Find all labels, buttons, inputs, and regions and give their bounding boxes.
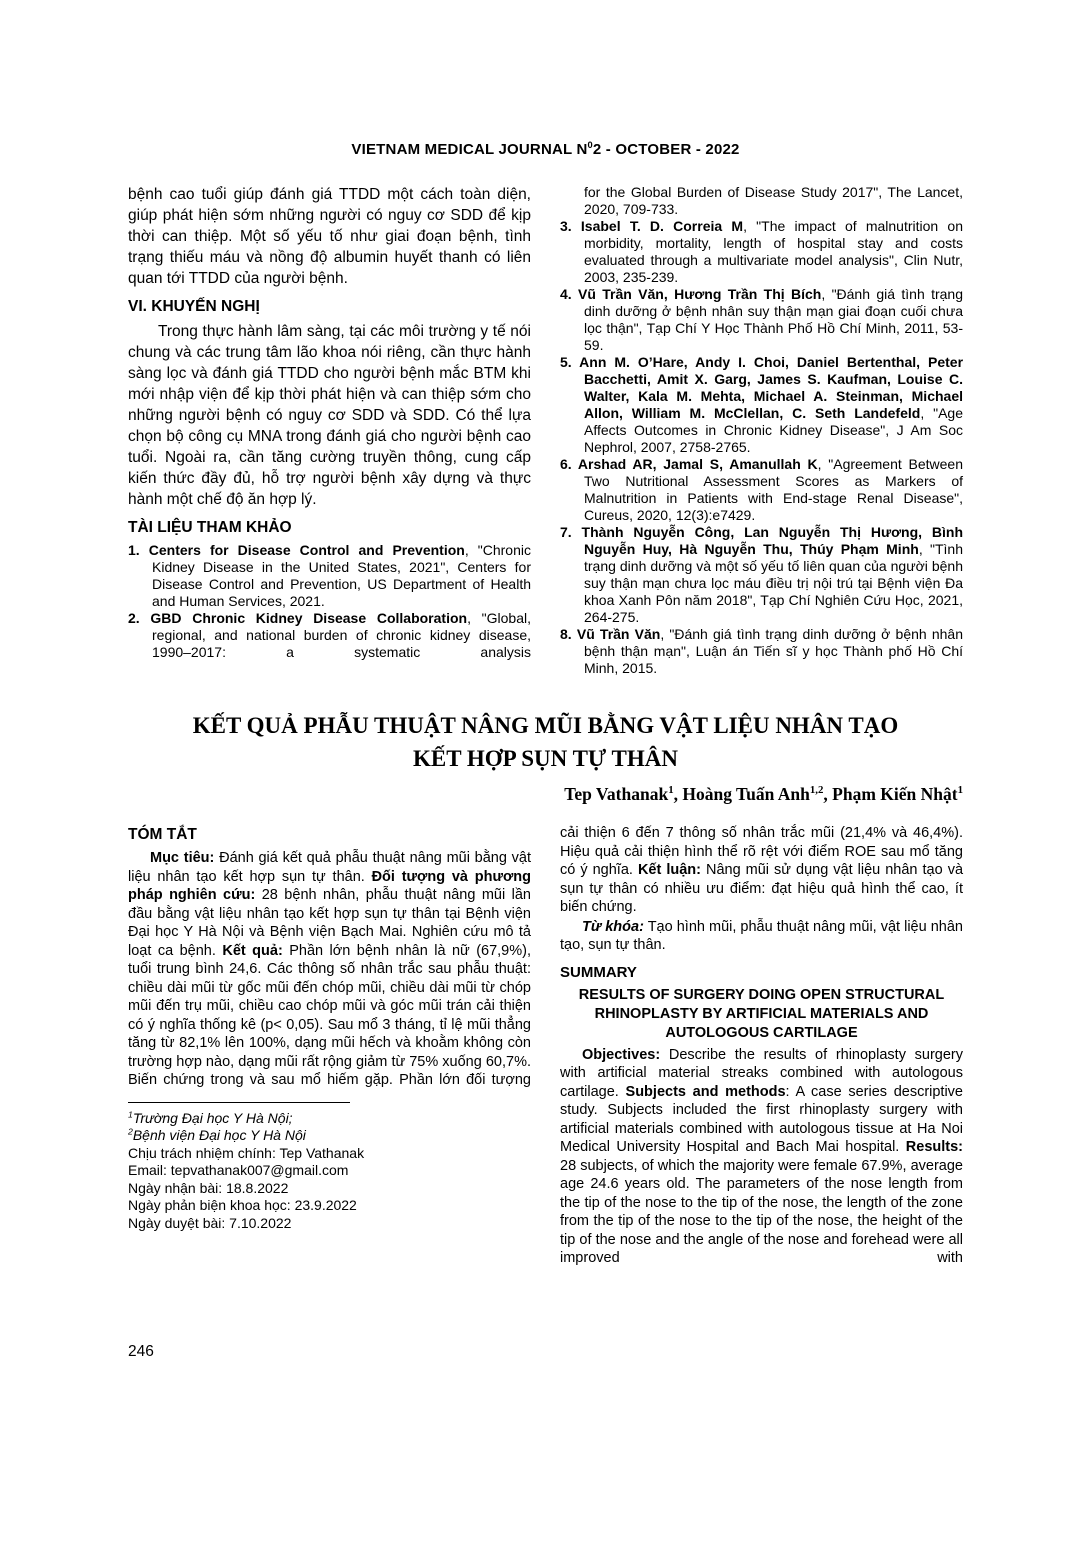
text-segment: Subjects and methods — [625, 1083, 786, 1100]
text-segment: 8. — [560, 626, 577, 642]
text-segment: 28 subjects, of which the majority were female 67.9%, average age 24.6 years old. The parameters of the nose length from the tip of the nose to the tip of the nose, the length of the zone from the tip of the nose to the tip of the nose, the height of the tip of the nose and the angle of the nose and forehead were all improved with — [560, 1157, 963, 1266]
text-segment: Objectives: — [582, 1046, 661, 1063]
article-title-line1: KẾT QUẢ PHẪU THUẬT NÂNG MŨI BẰNG VẬT LIỆU NHÂN TẠO — [192, 713, 899, 738]
summary-heading: SUMMARY — [560, 963, 637, 981]
text-segment: Phạm Kiến Nhật — [832, 784, 958, 804]
text-segment: Bệnh viện Đại học Y Hà Nội — [132, 1127, 306, 1143]
text-segment: , "Đánh giá tình trạng dinh dưỡng ở bệnh nhân bệnh thận mạn", Luận án Tiến sĩ y học Thành phố Hồ Chí Minh, 2015. — [584, 626, 963, 676]
text-segment: Vũ Trần Văn — [576, 626, 661, 642]
text-segment: : A case series descriptive study. Subjects included the first rhinoplasty surgery with artificial materials combined with autologous tissue at Ha Noi Medical University Hospital and Bach Mai hospital. — [560, 1083, 963, 1155]
text-segment: Arshad AR, Jamal S, Amanullah K — [577, 456, 818, 472]
reference-item-1 — [128, 542, 531, 610]
references-heading: TÀI LIỆU THAM KHẢO — [128, 519, 292, 536]
text-segment: 1. — [128, 542, 149, 558]
text-segment: 2. — [128, 610, 151, 626]
text-segment: 1,2 — [809, 784, 824, 797]
text-segment: 4. — [560, 286, 579, 302]
footnote-review-date — [128, 1197, 531, 1215]
text-segment: , "Agreement Between Two Nutritional Assessment Scores as Markers of Malnutrition in Patients with End-stage Renal Disease", Cureus, 2020, 12(3):e7429. — [584, 456, 963, 523]
reference-item-3 — [560, 218, 963, 286]
article-title-line2: KẾT HỢP SỤN TỰ THÂN — [413, 746, 678, 771]
article1-section — [128, 184, 963, 677]
text-segment: Thành Nguyễn Công, Lan Nguyễn Thị Hương, Bình Nguyễn Huy, Hà Nguyễn Thu, Thúy Phạm Minh — [581, 524, 963, 557]
article-title — [128, 709, 963, 775]
abstract-en-text — [560, 1046, 963, 1268]
text-segment: 1 — [668, 784, 674, 797]
text-segment: Email: tepvathanak007@gmail.com — [128, 1162, 349, 1178]
text-segment: Tạo hình mũi, phẫu thuật nâng mũi, vật liệu nhân tạo, sụn tự thân. — [560, 918, 963, 953]
text-segment: Kết quả: — [222, 942, 283, 959]
text-segment: 6. — [560, 456, 578, 472]
article2-right-column — [560, 824, 963, 1268]
footnote-affiliation-1 — [128, 1110, 531, 1128]
reference-item-6 — [560, 456, 963, 524]
text-segment: GBD Chronic Kidney Disease Collaboration — [150, 610, 468, 626]
text-segment: Kết luận: — [637, 862, 701, 878]
text-segment: , "Age Affects Outcomes in Chronic Kidney Disease", J Am Soc Nephrol, 2007, 2758-2765. — [584, 405, 963, 455]
text-segment: Hoàng Tuấn Anh — [682, 784, 810, 804]
text-segment: 5. — [560, 354, 580, 370]
text-segment: Describe the results of rhinoplasty surgery with artificial material streaks combined with autologous cartilage. — [560, 1046, 963, 1100]
reference-item-2-continuation: for the Global Burden of Disease Study 2017", The Lancet, 2020, 709-733. — [584, 184, 963, 217]
abstract-vi-text — [128, 849, 531, 1090]
footnote-accepted-date — [128, 1215, 531, 1233]
text-segment: , "Tình trạng dinh dưỡng và một số yếu tố liên quan của người bệnh suy thận mạn chưa lọc máu điều trị nội trú tại Bệnh viện Đa khoa Xanh Pôn năm 2018", Tạp Chí Nghiên Cứu Học, 2021, 264-275. — [584, 541, 963, 625]
text-segment: , "Chronic Kidney Disease in the United States, 2021", Centers for Disease Control and Prevention, US Department of Health and Human Services, 2021. — [152, 542, 531, 609]
text-segment: 7. — [560, 524, 582, 540]
text-segment: Ann M. O’Hare, Andy I. Choi, Daniel Bertenthal, Peter Bacchetti, Amit X. Garg, James S. Kaufman, Louise C. Walter, Kala M. Mehta, Michael A. Steinman, Michael Allon, William M. McClellan, C. Seth Landefeld — [579, 354, 964, 421]
footnote-block — [128, 1102, 531, 1233]
footnote-received-date — [128, 1180, 531, 1198]
footnote-email — [128, 1162, 531, 1180]
footnote-affiliation-2 — [128, 1127, 531, 1145]
text-segment: Từ khóa: — [582, 918, 644, 935]
text-segment: , — [823, 784, 833, 804]
text-segment: Phần lớn bệnh nhân là nữ (67,9%), tuổi trung bình 24,6. Các thông số nhân trắc sau phẫu thuật: chiều dài mũi từ gốc mũi đến chóp mũi, chiều dài mũi từ chóp mũi đến trụ mũi, chiều cao chóp mũi và góc mũi trán cải thiện có ý nghĩa thống kê (p< 0,05). Sau mổ 3 tháng, tỉ lệ mũi thẳng tăng từ 82,1% lên 100%, dạng mũi hếch và khoằm không còn trường hợp nào, dạng mũi rất rộng giảm từ 75% xuống 60,7%. Biến chứng trong và sau mổ hiếm gặp. Phần lớn đối tượng — [128, 942, 531, 1088]
text-segment: Trường Đại học Y Hà Nội; — [132, 1109, 293, 1126]
text-segment: 2 - OCTOBER - 2022 — [592, 141, 740, 158]
text-segment: 1 — [128, 1108, 133, 1119]
reference-item-8 — [560, 626, 963, 677]
text-segment: Đánh giá kết quả phẫu thuật nâng mũi bằng vật liệu nhân tạo kết hợp sụn tự thân. — [128, 850, 532, 885]
text-segment: , "The impact of malnutrition on morbidity, mortality, length of hospital stay and costs evaluated through a multivariate model analysis", Clin Nutr, 2003, 235-239. — [584, 218, 963, 285]
text-segment: Results: — [905, 1139, 963, 1155]
article1-left-column — [128, 184, 531, 677]
reference-item-4 — [560, 286, 963, 354]
footnote-divider — [128, 1102, 350, 1103]
article-authors — [128, 783, 963, 806]
text-segment: Tep Vathanak — [564, 784, 669, 804]
recommendations-paragraph: Trong thực hành lâm sàng, tại các môi trường y tế nói chung và các trung tâm lão khoa nói riêng, cần thực hành sàng lọc và đánh giá TTDD cho người bệnh mắc BTM khi mới nhập viện để kịp thời phát hiện và can thiệp sớm cho những người bệnh có nguy cơ SDD và SDD. Có thể lựa chọn bộ công cụ MNA trong đánh giá cho người bệnh cao tuổi. Ngoài ra, cần tăng cường truyền thông, cung cấp kiến thức đầy đủ, hỗ trợ người bệnh xây dựng và thực hành một chế độ ăn hợp lý. — [128, 323, 531, 508]
continued-paragraph: bệnh cao tuổi giúp đánh giá TTDD một cách toàn diện, giúp phát hiện sớm những người có nguy cơ SDD để kịp thời can thiệp. Một số yếu tố như giai đoạn bệnh, tình trạng thiếu máu và nồng độ albumin huyết thanh có liên quan tới TTDD của người bệnh. — [128, 186, 531, 287]
text-segment: Ngày nhận bài: 18.8.2022 — [128, 1179, 289, 1196]
journal-header — [128, 140, 963, 159]
text-segment: , "Global, regional, and national burden of chronic kidney disease, 1990–2017: a systematic analysis — [152, 610, 531, 660]
text-segment: , "Đánh giá tình trạng dinh dưỡng ở bệnh nhân suy thận mạn giai đoạn cuối chưa lọc thận", Tạp Chí Y Học Thành Phố Hồ Chí Minh, 2011, 53-59. — [584, 286, 963, 353]
article2-left-column — [128, 824, 531, 1268]
reference-item-5 — [560, 354, 963, 456]
text-segment: Vũ Trần Văn, Hương Trần Thị Bích — [578, 286, 822, 302]
text-segment: VIETNAM MEDICAL JOURNAL N — [351, 141, 588, 158]
reference-item-7 — [560, 524, 963, 626]
keywords — [560, 918, 963, 955]
text-segment: 28 bệnh nhân, phẫu thuật nâng mũi lần đầu bằng vật liệu nhân tạo kết hợp sụn tự thân tại Bệnh viện Đại học Y Hà Nội và Bệnh viện Bạch Mai. Nghiên cứu mô tả loạt ca bệnh. — [128, 887, 531, 959]
page-number: 246 — [128, 1343, 154, 1360]
text-segment: 3. — [560, 218, 581, 234]
text-segment: 0 — [587, 140, 593, 150]
text-segment: Centers for Disease Control and Prevention — [148, 542, 465, 558]
text-segment: cải thiện 6 đến 7 thông số nhân trắc mũi (21,4% và 46,4%). Hiệu quả cải thiện hình thể rõ rệt với điểm ROE sau mổ tăng có ý nghĩa. — [560, 825, 963, 878]
summary-title: RESULTS OF SURGERY DOING OPEN STRUCTURAL RHINOPLASTY BY ARTIFICIAL MATERIALS AND AUTOLOGOUS CARTILAGE — [578, 986, 945, 1041]
section-heading-recommendations: VI. KHUYẾN NGHỊ — [128, 298, 260, 315]
abstract-vi-continuation — [560, 824, 963, 917]
text-segment: 1 — [957, 784, 963, 797]
text-segment: Isabel T. D. Correia M — [580, 218, 744, 234]
text-segment: Ngày duyệt bài: 7.10.2022 — [128, 1214, 292, 1231]
abstract-heading: TÓM TẮT — [128, 826, 197, 843]
text-segment: Mục tiêu: — [150, 850, 215, 866]
text-segment: Đối tượng và phương pháp nghiên cứu: — [128, 868, 531, 903]
footnote-corresponding-author — [128, 1145, 531, 1163]
text-segment: Ngày phản biện khoa học: 23.9.2022 — [128, 1197, 357, 1213]
article2-section — [128, 824, 963, 1268]
text-segment: 2 — [128, 1126, 133, 1137]
text-segment: Nâng mũi sử dụng vật liệu nhân tạo và sụn tự thân có nhiều ưu điểm: đạt hiệu quả hình thể cao, ít biến chứng. — [560, 862, 964, 915]
reference-item-2 — [128, 610, 531, 661]
article1-right-column — [560, 184, 963, 677]
text-segment: , — [673, 784, 683, 804]
text-segment: Chịu trách nhiệm chính: Tep Vathanak — [128, 1144, 365, 1161]
